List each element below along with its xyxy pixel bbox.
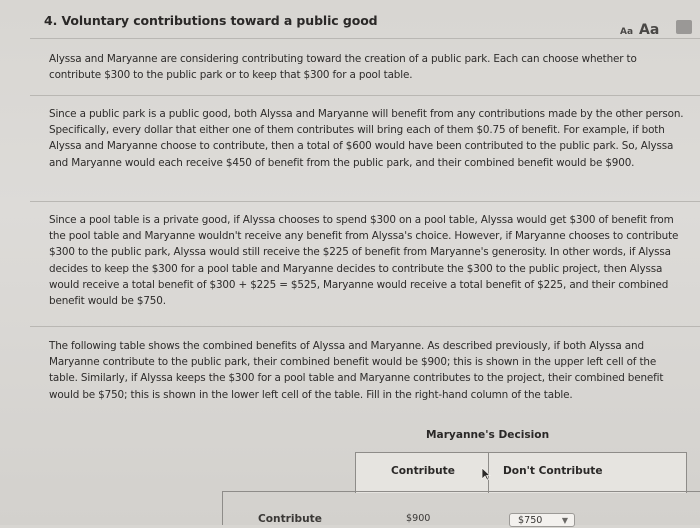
table-left-border [222, 491, 223, 525]
decrease-font-button[interactable]: Aa [620, 27, 634, 37]
paragraph-intro-text: Alyssa and Maryanne are considering contributing toward the creation of a public park. Each can choose whether to contribute $300 to the public park or to keep that $300 for a pool table. [49, 53, 637, 82]
paragraph-table-instructions [49, 338, 684, 403]
paragraph-public-good [49, 106, 684, 171]
table-row-divider [222, 491, 700, 492]
mouse-cursor-icon [481, 467, 491, 481]
paragraph-public-good-text: Since a public park is a public good, both Alyssa and Maryanne will benefit from any contributions made by the other person. Specifically, every dollar that either one of them contributes will bring each of them $0.75 of benefit. For example, if both Alyssa and Maryanne choose to contribute, then a total of $600 would have been contributed to the public park. So, Alyssa and Maryanne would each receive $450 of benefit from the public park, and their combined benefit would be $900. [49, 108, 684, 169]
section-divider [30, 326, 700, 327]
menu-icon[interactable] [676, 20, 692, 34]
row-header-contribute: Contribute [258, 513, 322, 525]
column-header-contribute: Contribute [391, 465, 455, 477]
paragraph-private-good-text: Since a pool table is a private good, if Alyssa chooses to spend $300 on a pool table, Alyssa would get $300 of benefit from the pool table and Maryanne wouldn't receive any benefit from Alyssa's choice. However, if Maryanne chooses to contribute $300 to the public park, Alyssa would still receive the $225 of benefit from Maryanne's generosity. In other words, if Alyssa decides to keep the $300 for a pool table and Maryanne decides to contribute the $300 to the public project, then Alyssa would receive a total benefit of $300 + $225 = $525, Maryanne would receive a total benefit of $225, and their combined benefit would be $750. [49, 214, 679, 308]
cell-contribute-contribute: $900 [406, 513, 431, 524]
section-divider [30, 95, 700, 96]
font-size-controls [620, 22, 659, 38]
paragraph-intro [49, 51, 684, 83]
table-caption: Maryanne's Decision [426, 429, 550, 441]
title-divider [30, 38, 700, 39]
question-title: 4. Voluntary contributions toward a public good [44, 13, 378, 28]
decision-table-header [355, 452, 687, 493]
column-header-dont-contribute: Don't Contribute [503, 465, 603, 477]
section-divider [30, 201, 700, 202]
chevron-down-icon: ▼ [561, 516, 568, 525]
dropdown-value: $750 [518, 515, 543, 526]
increase-font-button[interactable]: Aa [639, 22, 660, 38]
paragraph-table-instructions-text: The following table shows the combined benefits of Alyssa and Maryanne. As described previously, if both Alyssa and Maryanne contribute to the public park, their combined benefit would be $900; this is shown in the upper left cell of the table. Similarly, if Alyssa keeps the $300 for a pool table and Maryanne contributes to the project, their combined benefit would be $750; this is shown in the lower left cell of the table. Fill in the right-hand column of the table. [49, 340, 664, 401]
paragraph-private-good [49, 212, 684, 309]
